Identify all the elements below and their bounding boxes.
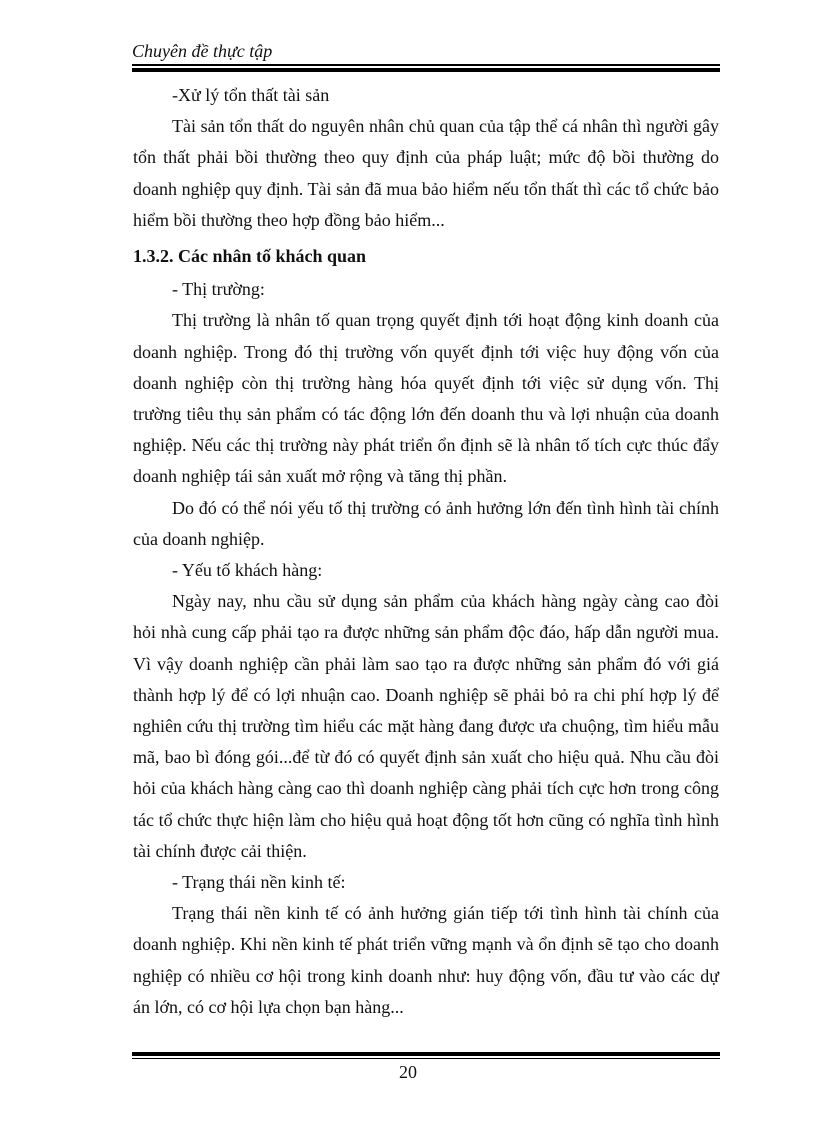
- paragraph-loss-handling-label: -Xử lý tổn thất tài sản: [172, 85, 330, 105]
- section-heading: 1.3.2. Các nhân tố khách quan: [133, 246, 367, 267]
- footer-rule-thick: [132, 1052, 720, 1056]
- paragraph-market: Thị trường là nhân tố quan trọng quyết định tới hoạt động kinh doanh của doanh nghiệp. Trong đó thị trường vốn quyết định tới việc huy động vốn của doanh nghiệp còn thị trường hàng hóa quyết định tới việc sử dụng vốn. Thị trường tiêu thụ sản phẩm có tác động lớn đến doanh thu và lợi nhuận của doanh nghiệp. Nếu các thị trường này phát triển ổn định sẽ là nhân tố tích cực thúc đẩy doanh nghiệp tái sản xuất mở rộng và tăng thị phần.: [133, 310, 719, 487]
- header-title: Chuyên đề thực tập: [132, 41, 273, 61]
- header-rule: [132, 64, 720, 66]
- page-header: [132, 40, 720, 62]
- paragraph-market-conclusion: Do đó có thể nói yếu tố thị trường có ảnh hưởng lớn đến tình hình tài chính của doanh nghiệp.: [133, 497, 719, 549]
- page-number: 20: [399, 1062, 417, 1082]
- paragraph-economy-label: - Trạng thái nền kinh tế:: [172, 872, 346, 893]
- paragraph-loss-handling: Tài sản tổn thất do nguyên nhân chủ quan của tập thể cá nhân thì người gây tổn thất phải bồi thường theo quy định của pháp luật; mức độ bồi thường do doanh nghiệp quy định. Tài sản đã mua bảo hiểm nếu tổn thất thì các tổ chức bảo hiểm bồi thường theo hợp đồng bảo hiểm...: [133, 116, 719, 230]
- paragraph-economy: Trạng thái nền kinh tế có ảnh hưởng gián tiếp tới tình hình tài chính của doanh nghiệp. Khi nền kinh tế phát triển vững mạnh và ổn định sẽ tạo cho doanh nghiệp có nhiều cơ hội trong kinh doanh như: huy động vốn, đầu tư vào các dự án lớn, có cơ hội lựa chọn bạn hàng...: [133, 903, 719, 1017]
- footer-rule: [132, 1058, 720, 1059]
- header-rule-thick: [132, 68, 720, 72]
- paragraph-customer: Ngày nay, nhu cầu sử dụng sản phẩm của khách hàng ngày càng cao đòi hỏi nhà cung cấp phải tạo ra được những sản phẩm độc đáo, hấp dẫn người mua. Vì vậy doanh nghiệp cần phải làm sao tạo ra được những sản phẩm đó với giá thành hợp lý để có lợi nhuận cao. Doanh nghiệp sẽ phải bỏ ra chi phí hợp lý để nghiên cứu thị trường tìm hiểu các mặt hàng đang được ưa chuộng, tìm hiểu mẫu mã, bao bì đóng gói...để từ đó có quyết định sản xuất cho hiệu quả. Nhu cầu đòi hỏi của khách hàng càng cao thì doanh nghiệp càng phải tích cực hơn trong công tác tổ chức thực hiện làm cho hiệu quả hoạt động tốt hơn cũng có nghĩa tình hình tài chính được cải thiện.: [133, 591, 719, 861]
- paragraph-customer-label: - Yếu tố khách hàng:: [172, 560, 323, 581]
- page-content: [133, 80, 719, 1023]
- paragraph-market-label: - Thị trường:: [172, 279, 265, 300]
